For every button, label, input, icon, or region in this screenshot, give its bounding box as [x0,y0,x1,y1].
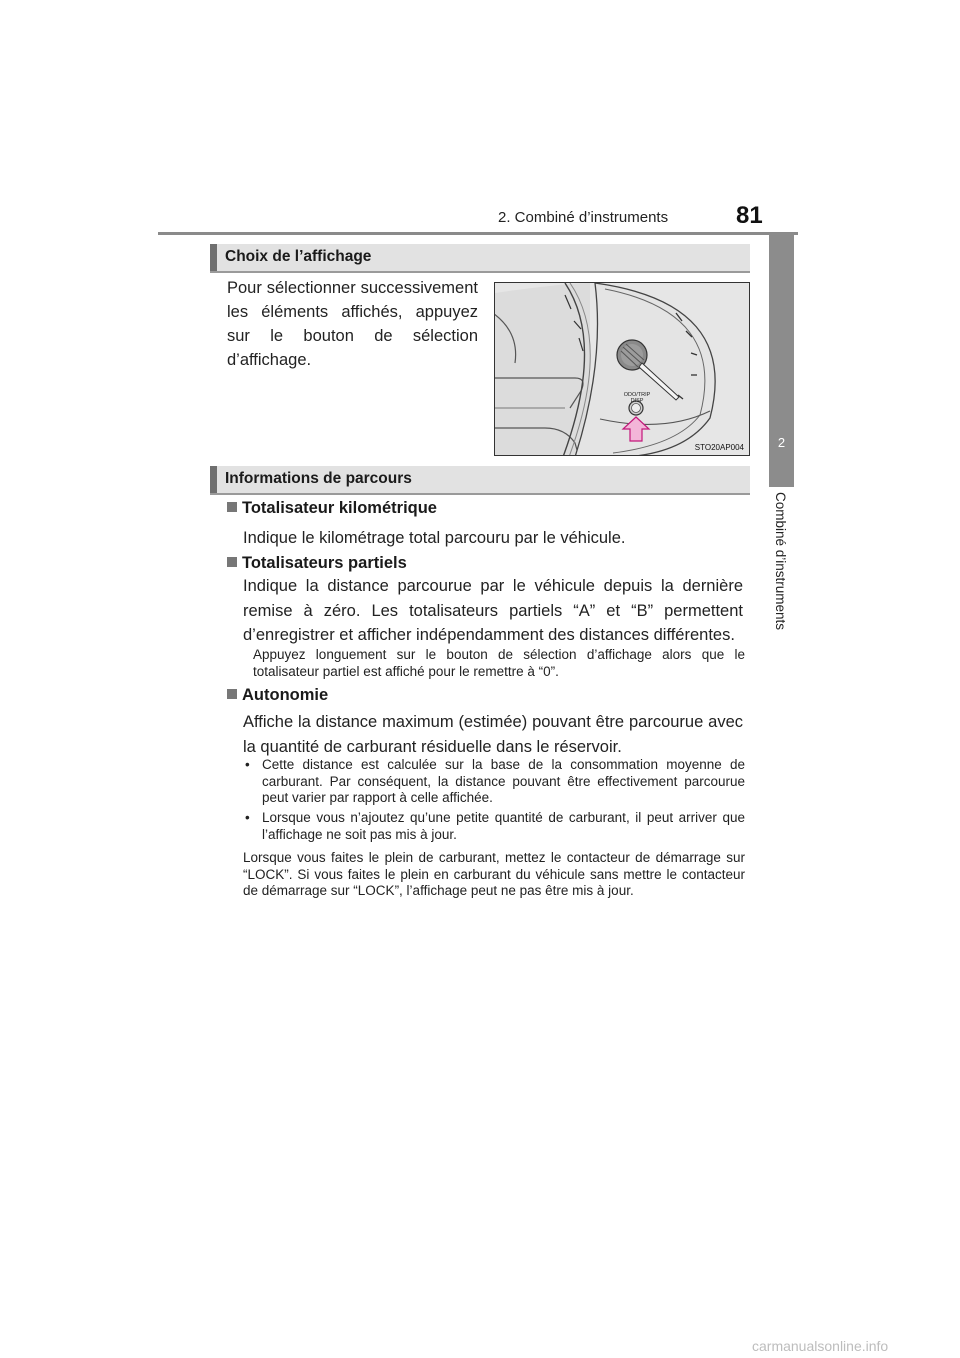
figure-code: STO20AP004 [694,443,744,452]
trip-meters-note: Appuyez longuement sur le bouton de sélection d’affichage alors que le totalisateur partiel est affiché pour le remettre à “0”. [253,647,745,679]
range-bullet: • Lorsque vous n’ajoutez qu’une petite quantité de carburant, il peut arriver que l’affichage ne soit pas mis à jour. [245,810,745,842]
item-heading-range: Autonomie [227,686,328,705]
page-number: 81 [736,202,763,229]
range-bullet: • Cette distance est calculée sur la base de la consommation moyenne de carburant. Par conséquent, la distance pouvant être effectivement parcourue peut varier par rapport à celle affichée. [245,757,745,805]
odometer-text: Indique le kilométrage total parcouru par le véhicule. [243,529,626,547]
side-tab-number: 2 [777,435,786,450]
header-divider [158,232,798,235]
trip-meters-text: Indique la distance parcourue par le véhicule depuis la dernière remise à zéro. Les totalisateurs partiels “A” et “B” permettent d’enregistrer et afficher indépendamment des distances différentes. [243,577,743,644]
side-tab-bar [769,233,794,423]
square-bullet-icon [227,689,237,699]
section-heading-display-choice [210,244,750,271]
square-bullet-icon [227,502,237,512]
odo-trip-button-label: ODO/TRIP DISP [623,392,651,404]
side-tab[interactable] [769,423,794,487]
running-header-title: 2. Combiné d’instruments [498,209,669,226]
range-text: Affiche la distance maximum (estimée) pouvant être parcourue avec la quantité de carburant résiduelle dans le réservoir. [243,713,743,756]
instrument-cluster-figure [494,282,750,456]
side-tab-label: Combiné d’instruments [773,492,788,631]
item-heading-trip-meters: Totalisateurs partiels [227,554,407,573]
gauge-illustration [495,283,750,456]
watermark: carmanualsonline.info [752,1338,889,1354]
range-closing-note: Lorsque vous faites le plein de carburant, mettez le contacteur de démarrage sur “LOCK”. Si vous faites le plein en carburant du véhicule sans mettre le contacteur de démarrage sur “LOCK”, l’affichage peut ne pas être mis à jour. [243,850,745,898]
section-heading-text: Choix de l’affichage [225,248,372,265]
display-choice-text: Pour sélectionner successivement les éléments affichés, appuyez sur le bouton de sélection d’affichage. [227,279,478,369]
section-heading-trip-info [210,466,750,493]
square-bullet-icon [227,557,237,567]
item-heading-odometer: Totalisateur kilométrique [227,499,437,518]
section-heading-text: Informations de parcours [225,470,412,487]
